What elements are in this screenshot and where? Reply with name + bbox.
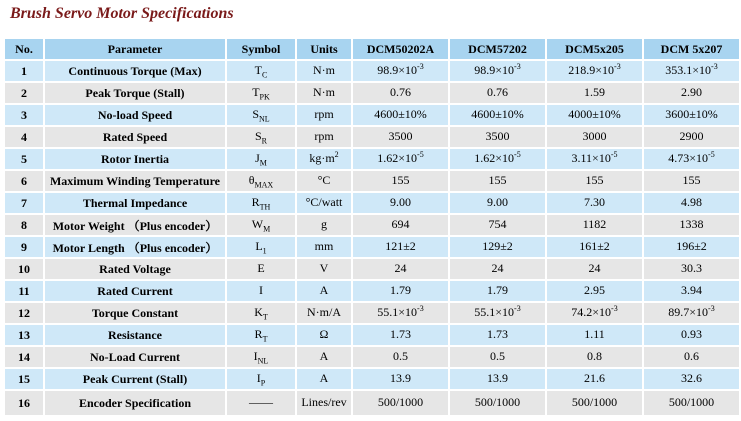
- value-cell-text: 13.9: [487, 371, 508, 386]
- value-cell: [547, 149, 642, 169]
- table-row: [5, 193, 739, 213]
- parameter-cell: Rated Voltage: [45, 259, 225, 279]
- units-cell-text: N·m: [313, 63, 335, 78]
- symbol-cell: [227, 391, 295, 415]
- column-header-no: No.: [5, 39, 43, 59]
- value-cell-text: 1.79: [487, 283, 508, 298]
- value-cell-superscript: -3: [611, 304, 618, 314]
- value-cell-superscript: -5: [417, 150, 424, 160]
- page-title: Brush Servo Motor Specifications: [10, 5, 234, 22]
- value-cell-text: 9.00: [487, 195, 508, 210]
- value-cell-text: 3000: [582, 129, 607, 144]
- value-cell: [450, 127, 545, 147]
- value-cell: [547, 105, 642, 125]
- units-cell-text: V: [319, 261, 329, 276]
- units-cell-text: g: [321, 217, 327, 232]
- table-row: [5, 369, 739, 389]
- row-number-cell: 10: [5, 259, 43, 279]
- value-cell-text: 0.8: [587, 349, 602, 364]
- value-cell: [450, 105, 545, 125]
- value-cell-superscript: -5: [610, 150, 618, 160]
- row-number-cell: 2: [5, 83, 43, 103]
- value-cell-text: 21.6: [584, 371, 605, 386]
- value-cell-text: 89.7×10: [668, 305, 709, 320]
- units-cell: [297, 237, 351, 257]
- value-cell: [353, 325, 448, 345]
- symbol-cell-text: L: [255, 239, 263, 254]
- value-cell-text: 98.9×10: [474, 63, 515, 78]
- parameter-cell: Motor Weight （Plus encoder）: [45, 215, 225, 235]
- symbol-cell: [227, 61, 295, 81]
- value-cell-superscript: -3: [514, 62, 521, 72]
- value-cell: [450, 237, 545, 257]
- symbol-cell-text: J: [255, 151, 260, 166]
- value-cell: [644, 281, 739, 301]
- value-cell: [547, 259, 642, 279]
- value-cell: [450, 259, 545, 279]
- parameter-cell: Motor Length （Plus encoder）: [45, 237, 225, 257]
- spec-table: [3, 37, 741, 417]
- symbol-cell: [227, 259, 295, 279]
- symbol-cell-text: S: [252, 107, 259, 122]
- units-cell: [297, 61, 351, 81]
- value-cell-text: 4.73×10: [668, 151, 709, 166]
- column-header-parameter: Parameter: [45, 39, 225, 59]
- value-cell-text: 500/1000: [668, 395, 715, 410]
- value-cell: [644, 303, 739, 323]
- symbol-cell-text: R: [251, 195, 260, 210]
- value-cell: [547, 61, 642, 81]
- row-number-cell: 9: [5, 237, 43, 257]
- value-cell: [547, 391, 642, 415]
- value-cell-text: 24: [394, 261, 407, 276]
- units-cell-text: A: [319, 349, 329, 364]
- symbol-cell-text: θ: [248, 173, 255, 188]
- units-cell: [297, 303, 351, 323]
- value-cell: [547, 369, 642, 389]
- symbol-cell-subscript: T: [262, 334, 268, 344]
- value-cell: [644, 259, 739, 279]
- value-cell: [644, 193, 739, 213]
- symbol-cell-text: W: [251, 217, 264, 232]
- table-row: [5, 237, 739, 257]
- value-cell-text: 2.90: [681, 85, 702, 100]
- symbol-cell-subscript: R: [261, 136, 268, 146]
- table-row: [5, 259, 739, 279]
- value-cell-text: 1.11: [584, 327, 605, 342]
- value-cell-text: 7.30: [584, 195, 605, 210]
- value-cell: [353, 303, 448, 323]
- value-cell-superscript: -3: [614, 62, 621, 72]
- value-cell: [547, 281, 642, 301]
- table-row: [5, 149, 739, 169]
- symbol-cell: [227, 127, 295, 147]
- row-number-cell: 5: [5, 149, 43, 169]
- parameter-cell: Peak Torque (Stall): [45, 83, 225, 103]
- value-cell-text: 55.1×10: [474, 305, 515, 320]
- value-cell-text: 0.76: [487, 85, 508, 100]
- units-cell: [297, 193, 351, 213]
- value-cell: [644, 149, 739, 169]
- value-cell: [547, 237, 642, 257]
- value-cell: [353, 237, 448, 257]
- parameter-cell: Thermal Impedance: [45, 193, 225, 213]
- parameter-cell: No-load Speed: [45, 105, 225, 125]
- value-cell: [547, 325, 642, 345]
- value-cell: [644, 347, 739, 367]
- value-cell-text: 1.59: [584, 85, 605, 100]
- table-row: [5, 127, 739, 147]
- value-cell: [450, 215, 545, 235]
- value-cell: [644, 83, 739, 103]
- value-cell-text: 1.62×10: [377, 151, 418, 166]
- symbol-cell-text: ——: [249, 395, 273, 410]
- units-cell-text: A: [319, 283, 329, 298]
- value-cell-text: 0.5: [490, 349, 505, 364]
- value-cell-text: 74.2×10: [571, 305, 612, 320]
- symbol-cell-subscript: M: [259, 158, 267, 168]
- value-cell: [450, 83, 545, 103]
- value-cell-text: 3.11×10: [571, 151, 611, 166]
- parameter-cell: Rated Speed: [45, 127, 225, 147]
- units-cell-text: N·m/A: [307, 305, 341, 320]
- units-cell-text: °C: [317, 173, 331, 188]
- row-number-cell: 13: [5, 325, 43, 345]
- value-cell-superscript: -3: [417, 62, 424, 72]
- column-header-dcm50202a: DCM50202A: [353, 39, 448, 59]
- value-cell-text: 500/1000: [474, 395, 521, 410]
- parameter-cell: Maximum Winding Temperature: [45, 171, 225, 191]
- column-header-dcm57202: DCM57202: [450, 39, 545, 59]
- value-cell-text: 500/1000: [571, 395, 618, 410]
- value-cell-text: 98.9×10: [377, 63, 418, 78]
- value-cell: [450, 347, 545, 367]
- value-cell-superscript: -3: [417, 304, 424, 314]
- units-cell-text: kg·m: [309, 151, 335, 166]
- units-cell: [297, 325, 351, 345]
- units-cell-text: Lines/rev: [301, 395, 347, 410]
- value-cell-text: 4.98: [681, 195, 702, 210]
- row-number-cell: 15: [5, 369, 43, 389]
- value-cell: [450, 193, 545, 213]
- parameter-cell: Encoder Specification: [45, 391, 225, 415]
- table-row: [5, 281, 739, 301]
- value-cell: [547, 347, 642, 367]
- value-cell: [450, 325, 545, 345]
- value-cell: [644, 325, 739, 345]
- symbol-cell: [227, 347, 295, 367]
- symbol-cell-text: T: [254, 63, 262, 78]
- symbol-cell-subscript: PK: [259, 92, 270, 102]
- symbol-cell: [227, 171, 295, 191]
- value-cell-text: 196±2: [676, 239, 707, 254]
- row-number-cell: 7: [5, 193, 43, 213]
- value-cell-superscript: -3: [711, 62, 718, 72]
- value-cell: [450, 303, 545, 323]
- column-header-units: Units: [297, 39, 351, 59]
- symbol-cell-subscript: P: [260, 378, 266, 388]
- value-cell-text: 1.62×10: [474, 151, 515, 166]
- value-cell: [644, 61, 739, 81]
- value-cell-text: 694: [391, 217, 410, 232]
- symbol-cell-text: R: [254, 327, 263, 342]
- value-cell-text: 32.6: [681, 371, 702, 386]
- value-cell-superscript: -3: [708, 304, 715, 314]
- value-cell-text: 1.73: [487, 327, 508, 342]
- value-cell: [353, 347, 448, 367]
- row-number-cell: 14: [5, 347, 43, 367]
- parameter-cell: Torque Constant: [45, 303, 225, 323]
- value-cell: [353, 149, 448, 169]
- units-cell-text: mm: [314, 239, 334, 254]
- symbol-cell: [227, 281, 295, 301]
- value-cell: [450, 149, 545, 169]
- value-cell: [353, 369, 448, 389]
- value-cell: [547, 127, 642, 147]
- row-number-cell: 4: [5, 127, 43, 147]
- value-cell-text: 0.6: [684, 349, 699, 364]
- value-cell: [450, 281, 545, 301]
- table-row: [5, 391, 739, 415]
- symbol-cell-text: I: [253, 349, 258, 364]
- value-cell: [547, 215, 642, 235]
- value-cell: [450, 369, 545, 389]
- value-cell-superscript: -5: [708, 150, 715, 160]
- value-cell: [644, 171, 739, 191]
- table-row: [5, 83, 739, 103]
- symbol-cell: [227, 215, 295, 235]
- value-cell-text: 0.93: [681, 327, 702, 342]
- value-cell: [644, 105, 739, 125]
- value-cell: [353, 193, 448, 213]
- parameter-cell: Resistance: [45, 325, 225, 345]
- value-cell-text: 13.9: [390, 371, 411, 386]
- value-cell: [353, 259, 448, 279]
- units-cell: [297, 127, 351, 147]
- row-number-cell: 1: [5, 61, 43, 81]
- table-row: [5, 61, 739, 81]
- units-cell: [297, 149, 351, 169]
- value-cell: [450, 61, 545, 81]
- value-cell: [353, 61, 448, 81]
- row-number-cell: 11: [5, 281, 43, 301]
- symbol-cell: [227, 83, 295, 103]
- value-cell-text: 0.5: [393, 349, 408, 364]
- parameter-cell: No-Load Current: [45, 347, 225, 367]
- value-cell-text: 155: [488, 173, 507, 188]
- column-header-symbol: Symbol: [227, 39, 295, 59]
- units-cell-text: N·m: [313, 85, 335, 100]
- value-cell-text: 353.1×10: [665, 63, 712, 78]
- units-cell: [297, 105, 351, 125]
- value-cell-text: 129±2: [482, 239, 513, 254]
- symbol-cell-text: K: [254, 305, 263, 320]
- value-cell-text: 4000±10%: [568, 107, 621, 122]
- value-cell-text: 1182: [582, 217, 607, 232]
- symbol-cell-subscript: NL: [257, 356, 269, 366]
- symbol-cell: [227, 105, 295, 125]
- units-cell: [297, 281, 351, 301]
- value-cell-text: 155: [682, 173, 701, 188]
- value-cell: [450, 391, 545, 415]
- value-cell: [353, 83, 448, 103]
- value-cell-text: 3.94: [681, 283, 702, 298]
- value-cell-superscript: -3: [514, 304, 521, 314]
- symbol-cell-text: I: [256, 371, 261, 386]
- value-cell: [353, 105, 448, 125]
- symbol-cell-subscript: T: [262, 312, 268, 322]
- value-cell-superscript: -5: [514, 150, 521, 160]
- table-row: [5, 347, 739, 367]
- symbol-cell-text: E: [257, 261, 265, 276]
- row-number-cell: 6: [5, 171, 43, 191]
- table-header-row: [5, 39, 739, 59]
- symbol-cell-text: I: [259, 283, 263, 298]
- value-cell-text: 500/1000: [377, 395, 424, 410]
- units-cell-text: °C/watt: [305, 195, 343, 210]
- row-number-cell: 3: [5, 105, 43, 125]
- value-cell: [353, 215, 448, 235]
- symbol-cell-subscript: TH: [259, 202, 271, 212]
- value-cell: [547, 83, 642, 103]
- parameter-cell: Continuous Torque (Max): [45, 61, 225, 81]
- value-cell-text: 4600±10%: [471, 107, 524, 122]
- value-cell: [547, 193, 642, 213]
- units-cell: [297, 391, 351, 415]
- table-row: [5, 303, 739, 323]
- value-cell-text: 3500: [485, 129, 510, 144]
- symbol-cell: [227, 303, 295, 323]
- value-cell-text: 3500: [388, 129, 413, 144]
- value-cell: [353, 391, 448, 415]
- units-cell-superscript: 2: [334, 150, 339, 160]
- value-cell: [644, 391, 739, 415]
- value-cell-text: 4600±10%: [374, 107, 427, 122]
- table-row: [5, 171, 739, 191]
- value-cell: [644, 369, 739, 389]
- parameter-cell: Rated Current: [45, 281, 225, 301]
- value-cell-text: 30.3: [681, 261, 702, 276]
- value-cell: [353, 171, 448, 191]
- units-cell-text: rpm: [314, 107, 334, 122]
- row-number-cell: 16: [5, 391, 43, 415]
- units-cell: [297, 171, 351, 191]
- units-cell-text: rpm: [314, 129, 334, 144]
- row-number-cell: 8: [5, 215, 43, 235]
- value-cell-text: 2900: [679, 129, 704, 144]
- symbol-cell: [227, 149, 295, 169]
- symbol-cell-subscript: NL: [259, 114, 270, 124]
- symbol-cell: [227, 369, 295, 389]
- value-cell-text: 1.73: [390, 327, 411, 342]
- value-cell-text: 218.9×10: [568, 63, 615, 78]
- value-cell-text: 55.1×10: [377, 305, 418, 320]
- value-cell: [547, 303, 642, 323]
- symbol-cell-subscript: C: [262, 70, 268, 80]
- units-cell-text: Ω: [319, 327, 329, 342]
- symbol-cell: [227, 325, 295, 345]
- units-cell: [297, 347, 351, 367]
- symbol-cell: [227, 237, 295, 257]
- value-cell-text: 0.76: [390, 85, 411, 100]
- value-cell: [450, 171, 545, 191]
- value-cell-text: 24: [491, 261, 504, 276]
- parameter-cell: Rotor Inertia: [45, 149, 225, 169]
- units-cell-text: A: [319, 371, 329, 386]
- value-cell-text: 9.00: [390, 195, 411, 210]
- value-cell-text: 3600±10%: [665, 107, 718, 122]
- column-header-dcm5x207: DCM 5x207: [644, 39, 739, 59]
- table-row: [5, 325, 739, 345]
- units-cell: [297, 369, 351, 389]
- units-cell: [297, 259, 351, 279]
- parameter-cell: Peak Current (Stall): [45, 369, 225, 389]
- value-cell-text: 1338: [679, 217, 704, 232]
- value-cell-text: 155: [585, 173, 604, 188]
- value-cell: [353, 127, 448, 147]
- table-row: [5, 215, 739, 235]
- value-cell: [353, 281, 448, 301]
- value-cell-text: 24: [588, 261, 601, 276]
- symbol-cell-subscript: 1: [262, 246, 267, 256]
- value-cell-text: 754: [488, 217, 507, 232]
- symbol-cell-subscript: M: [263, 224, 271, 234]
- units-cell: [297, 83, 351, 103]
- value-cell-text: 155: [391, 173, 410, 188]
- value-cell: [644, 215, 739, 235]
- table-row: [5, 105, 739, 125]
- column-header-dcm5x205: DCM5x205: [547, 39, 642, 59]
- symbol-cell-text: T: [252, 85, 260, 100]
- symbol-cell: [227, 193, 295, 213]
- value-cell-text: 121±2: [385, 239, 416, 254]
- symbol-cell-subscript: MAX: [254, 180, 274, 190]
- value-cell: [547, 171, 642, 191]
- symbol-cell-text: S: [254, 129, 262, 144]
- units-cell: [297, 215, 351, 235]
- value-cell: [644, 237, 739, 257]
- value-cell-text: 161±2: [579, 239, 610, 254]
- value-cell-text: 1.79: [390, 283, 411, 298]
- value-cell: [644, 127, 739, 147]
- value-cell-text: 2.95: [584, 283, 605, 298]
- row-number-cell: 12: [5, 303, 43, 323]
